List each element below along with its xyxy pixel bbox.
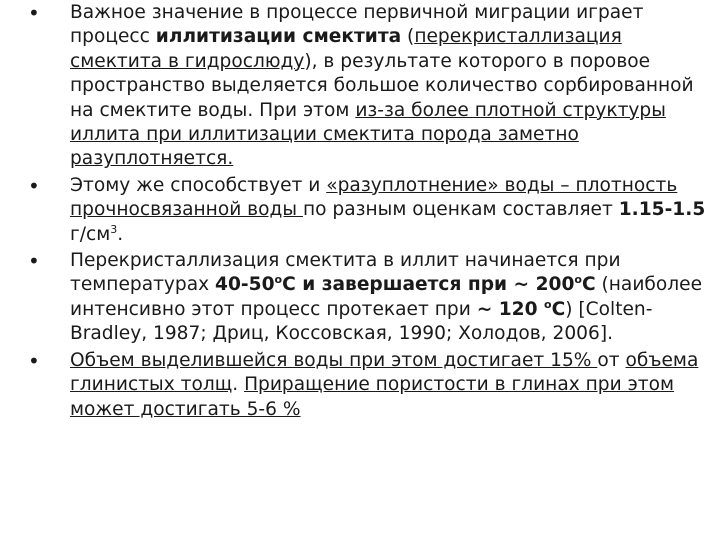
superscript: o bbox=[274, 273, 283, 287]
text-run-underlined: Приращение пористости в глинах при этом может достигать 5-6 % bbox=[70, 374, 675, 420]
superscript: o bbox=[544, 297, 552, 311]
superscript: o bbox=[574, 273, 582, 287]
text-run-bold: ~ 120 bbox=[476, 298, 545, 320]
text-run-underlined: «разуплотнение» воды – плотность прочносвязанной воды bbox=[70, 174, 678, 221]
text-run: по разным оценкам составляет bbox=[302, 199, 619, 221]
text-run-bold: С bbox=[551, 298, 566, 320]
bullet-marker: • bbox=[28, 348, 40, 373]
text-run: ), в результате которого в поровое пространство выделяется большое количество сорбированной на смектите воды. При этом bbox=[70, 50, 694, 121]
text-run: . bbox=[117, 223, 124, 245]
bullet-marker: • bbox=[28, 173, 40, 198]
text-run: Важное значение в процессе первичной миграции играет процесс bbox=[70, 2, 644, 48]
text-run: Перекристаллизация смектита в иллит начинается при температурах bbox=[70, 250, 621, 296]
bullet-item-2 bbox=[0, 174, 720, 247]
bullet-text bbox=[70, 350, 698, 420]
text-run-underlined: Объем выделившейся воды при этом достигает 15% bbox=[70, 349, 598, 371]
text-run: Этому же способствует и bbox=[70, 174, 327, 196]
superscript: 3 bbox=[110, 222, 118, 236]
text-run-bold: 40-50 bbox=[215, 274, 275, 296]
text-run-underlined: из-за более плотной структуры иллита при иллитизации смектита порода заметно разуплотняется. bbox=[70, 99, 666, 170]
text-run: ) [Colten-Bradley, 1987; Дриц, Коссовская, 1990; Холодов, 2006]. bbox=[70, 298, 653, 345]
bullet-text bbox=[70, 175, 705, 245]
bullet-marker: • bbox=[28, 249, 40, 274]
text-run-bold: иллитизации смектита bbox=[155, 26, 402, 48]
text-run-underlined: перекристаллизация смектита в гидрослюду bbox=[70, 26, 622, 72]
text-run-bold: С и завершается при ~ 200 bbox=[282, 274, 575, 296]
text-run-underlined: объема глинистых толщ bbox=[70, 349, 699, 396]
bullet-text bbox=[70, 250, 702, 344]
text-run: от bbox=[597, 349, 626, 371]
bullet-item-1 bbox=[0, 1, 720, 172]
text-run: ( bbox=[401, 26, 415, 48]
text-run-bold: 1.15-1.5 bbox=[618, 199, 706, 221]
bullet-marker: • bbox=[28, 1, 40, 25]
bullet-text bbox=[70, 2, 694, 169]
text-run: (наиболее интенсивно этот процесс протекает при bbox=[70, 274, 703, 320]
text-run: . bbox=[232, 374, 245, 396]
bullet-item-3 bbox=[0, 249, 720, 347]
text-run: г/см bbox=[70, 223, 111, 245]
bullet-item-4 bbox=[0, 349, 720, 422]
text-run-bold: С bbox=[581, 274, 596, 296]
